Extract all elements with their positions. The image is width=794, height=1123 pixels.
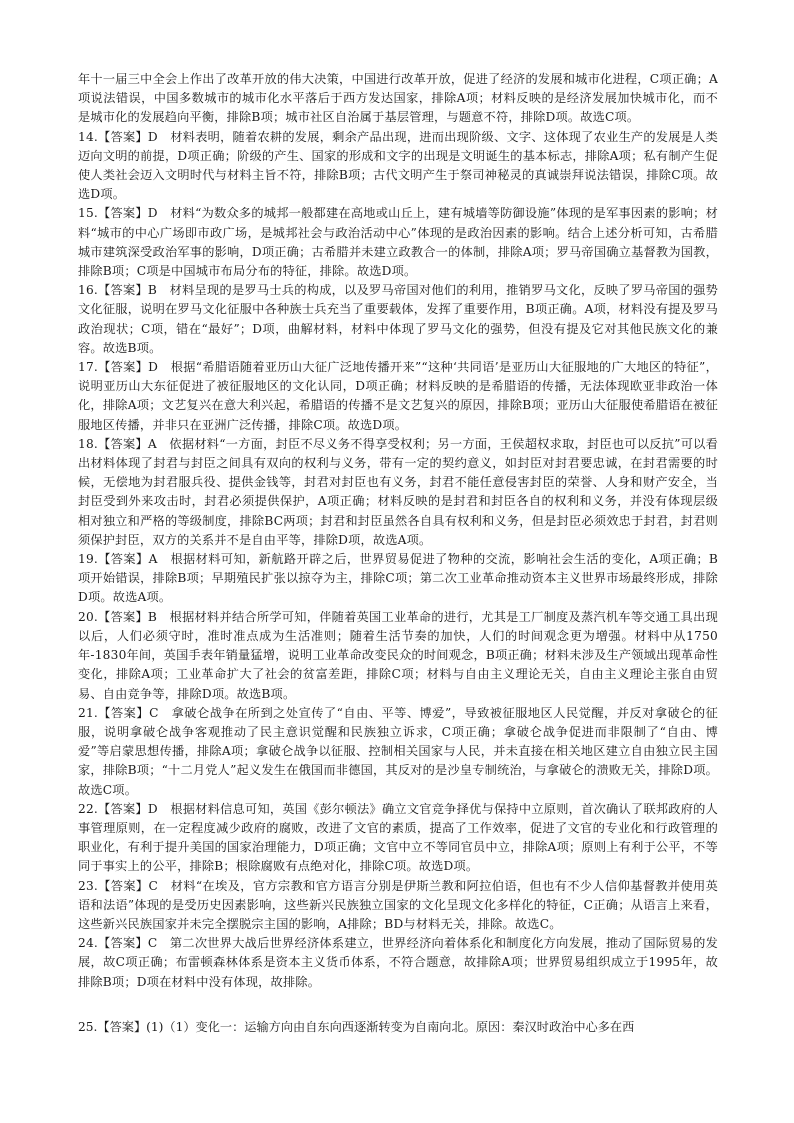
answer-23: 23.【答案】C 材料“在埃及，官方宗教和官方语言分别是伊斯兰教和阿拉伯语，但也有不少人信仰基督教并使用英语和法语”体现的是受历史因素影响，这些新兴民族独立国家的文化呈现文化多样化的特征，C正确；从语言上来看，这些新兴民族国家并未完全摆脱宗主国的影响，A排除；BD与材料无关，排除。故选C。: [78, 878, 718, 931]
answer-22: 22.【答案】D 根据材料信息可知，英国《彭尔顿法》确立文官竞争择优与保持中立原则，首次确认了联邦政府的人事管理原则，在一定程度减少政府的腐败，改进了文官的素质，提高了工作效率，促进了文官的专业化和行政管理的职业化，有利于提升美国的国家治理能力，D项正确；文官中立不等同官员中立，排除A项；原则上有利于公平，不等同于事实上的公平，排除B；根除腐败有点绝对化，排除C项。故选D项。: [78, 801, 718, 874]
answer-15: 15.【答案】D 材料“为数众多的城邦一般都建在高地或山丘上，建有城墙等防御设施”体现的是军事因素的影响；材料“城市的中心广场即市政广场，是城邦社会与政治活动中心”体现的是政治因素的影响。结合上述分析可知，古希腊城市建筑深受政治军事的影响，D项正确；古希腊并未建立政教合一的体制，排除A项；罗马帝国确立基督教为国教，排除B项；C项是中国城市布局分布的特征，排除。故选D项。: [78, 206, 718, 279]
answer-25: 25.【答案】(1)（1）变化一：运输方向由自东向西逐渐转变为自南向北。原因：秦汉时政治中心多在西: [78, 1020, 635, 1034]
answer-21: 21.【答案】C 拿破仑战争在所到之处宣传了“自由、平等、博爱”，导致被征服地区人民觉醒，并反对拿破仑的征服，说明拿破仑战争客观推动了民主意识觉醒和民族独立诉求，C项正确；拿破仑战争促进而非限制了“自由、博爱”等启蒙思想传播，排除A项；拿破仑战争以征服、控制相关国家与人民，并未直接在相关地区建立自由独立民主国家，排除B项；“十二月党人”起义发生在俄国而非德国，其反对的是沙皇专制统治，与拿破仑的溃败无关，排除D项。故选C项。: [78, 705, 718, 797]
answer-19: 19.【答案】A 根据材料可知，新航路开辟之后，世界贸易促进了物种的交流，影响社会生活的变化，A项正确；B项开始错误，排除B项；早期殖民扩张以掠夺为主，排除C项；第二次工业革命推动资本主义世界市场最终形成，排除D项。故选A项。: [78, 552, 718, 605]
answer-16: 16.【答案】B 材料呈现的是罗马士兵的构成，以及罗马帝国对他们的利用，推销罗马文化，反映了罗马帝国的强势文化征服，说明在罗马文化征服中各种族士兵充当了重要载体，发挥了重要作用，B项正确。A项，材料没有提及罗马政治现状；C项，错在“最好”；D项，曲解材料，材料中体现了罗马文化的强势，但没有提及它对其他民族文化的兼容。故选B项。: [78, 283, 718, 355]
answer-20: 20.【答案】B 根据材料并结合所学可知，伴随着英国工业革命的进行，尤其是工厂制度及蒸汽机车等交通工具出现以后，人们必须守时，准时准点成为生活准则；随着生活节奏的加快，人们的时间观念更为增强。材料中从1750年-1830年间，英国手表年销量猛增，说明工业革命改变民众的时间观念，B项正确；材料未涉及生产领域出现革命性变化，排除A项；工业革命扩大了社会的贫富差距，排除C项；材料与自由主义理论无关，自由主义理论主张自由贸易、自由竞争等，排除D项。故选B项。: [78, 609, 718, 701]
answer-14: 14.【答案】D 材料表明，随着农耕的发展，剩余产品出现，进而出现阶级、文字、这体现了农业生产的发展是人类迈向文明的前提，D项正确；阶级的产生、国家的形成和文字的出现是文明诞生的基本标志，排除A项；私有制产生促使人类社会迈入文明时代与材料主旨不符，排除B项；古代文明产生于祭司神秘灵的真诚崇拜说法错误，排除C项。故选D项。: [78, 129, 718, 202]
answer-24: 24.【答案】C 第二次世界大战后世界经济体系建立，世界经济向着体系化和制度化方向发展，推动了国际贸易的发展，故C项正确；布雷顿森林体系是资本主义货币体系，不符合题意，故排除A项；世界贸易组织成立于1995年，故排除B项；D项在材料中没有体现，故排除。: [78, 936, 718, 989]
answer-17: 17.【答案】D 根据“希腊语随着亚历山大征广泛地传播开来”“这种‘共同语’是亚历山大征服地的广大地区的特征”，说明亚历山大东征促进了被征服地区的文化认同，D项正确；材料反映的是希腊语的传播，无法体现欧亚非政治一体化，排除A项；文艺复兴在意大利兴起，希腊语的传播不是文艺复兴的原因，排除B项；亚历山大征服使希腊语在被征服地区传播，并非只在亚洲广泛传播，排除C项。故选D项。: [78, 360, 718, 432]
answer-18: 18.【答案】A 依据材料“一方面，封臣不尽义务不得享受权利；另一方面，王侯超权求取，封臣也可以反抗”可以看出材料体现了封君与封臣之间具有双向的权利与义务，带有一定的契约意义，如封臣对封君要忠诚，在封君需要的时候，无偿地为封君服兵役、提供金钱等，封君对封臣也有义务，封君不能任意侵害封臣的荣誉、人身和财产安全，当封臣受到外来攻击时，封君必须提供保护，A项正确；材料反映的是封君和封臣各自的权利和义务，并没有体现层级相对独立和严格的等级制度，排除BC两项；封君和封臣虽然各自具有权利和义务，但是封臣必须效忠于封君，封君则须保护封臣，双方的关系并不是自由平等，排除D项，故选A项。: [78, 436, 718, 547]
answer-explanations: [78, 70, 718, 992]
answer-13-continuation: 年十一届三中全会上作出了改革开放的伟大决策，中国进行改革开放，促进了经济的发展和城市化进程，C项正确；A项说法错误，中国多数城市的城市化水平落后于西方发达国家，排除A项；材料反映的是经济发展加快城市化，而不是城市化的发展趋向平衡，排除B项；城市社区自治属于基层管理，与题意不符，排除D项。故选C项。: [78, 72, 718, 125]
